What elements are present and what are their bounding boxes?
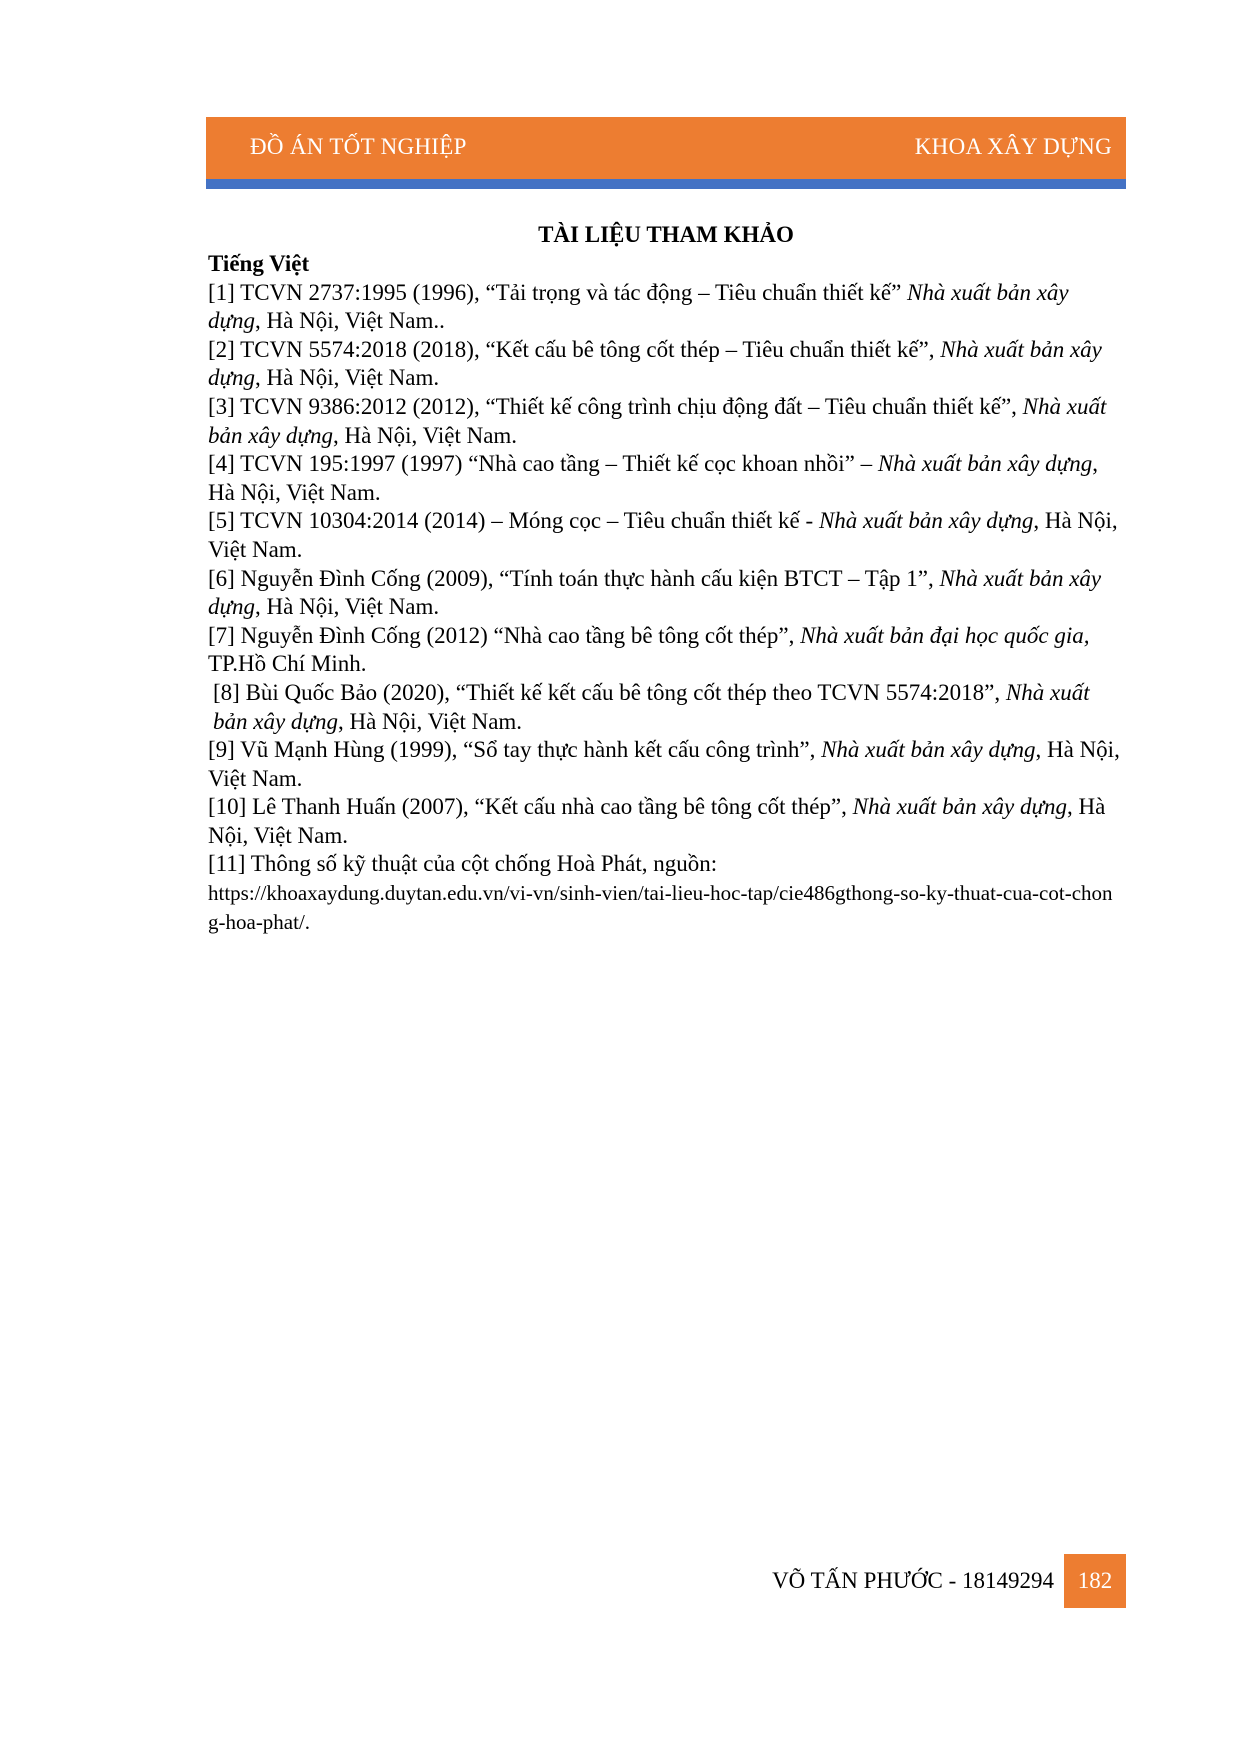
reference-item-6: [6] Nguyễn Đình Cống (2009), “Tính toán thực hành cấu kiện BTCT – Tập 1”, Nhà xuất bản xây dựng, Hà Nội, Việt Nam.: [208, 565, 1102, 620]
reference-list: [208, 250, 1123, 936]
header-left-title: ĐỒ ÁN TỐT NGHIỆP: [250, 134, 467, 159]
reference-url-link[interactable]: https://khoaxaydung.duytan.edu.vn/vi-vn/sinh-vien/tai-lieu-hoc-tap/cie486gthong-so-ky-thuat-cua-cot-chong-hoa-phat/.: [208, 881, 1113, 934]
reference-item-3: [3] TCVN 9386:2012 (2012), “Thiết kế công trình chịu động đất – Tiêu chuẩn thiết kế”, Nhà xuất bản xây dựng, Hà Nội, Việt Nam.: [208, 393, 1107, 448]
reference-item-7: [7] Nguyễn Đình Cống (2012) “Nhà cao tầng bê tông cốt thép”, Nhà xuất bản đại học quốc gia, TP.Hồ Chí Minh.: [208, 622, 1090, 677]
reference-item-4: [4] TCVN 195:1997 (1997) “Nhà cao tầng – Thiết kế cọc khoan nhồi” – Nhà xuất bản xây dựng, Hà Nội, Việt Nam.: [208, 451, 1098, 505]
reference-item-1: [1] TCVN 2737:1995 (1996), “Tải trọng và tác động – Tiêu chuẩn thiết kế” Nhà xuất bản xây dựng, Hà Nội, Việt Nam..: [208, 279, 1069, 334]
header-stripe: [206, 179, 1126, 189]
reference-item-10: [10] Lê Thanh Huấn (2007), “Kết cấu nhà cao tầng bê tông cốt thép”, Nhà xuất bản xây dựng, Hà Nội, Việt Nam.: [208, 794, 1106, 848]
footer-author: VÕ TẤN PHƯỚC - 18149294: [772, 1568, 1054, 1593]
reference-item-8: [8] Bùi Quốc Bảo (2020), “Thiết kế kết cấu bê tông cốt thép theo TCVN 5574:2018”, Nhà xuất bản xây dựng, Hà Nội, Việt Nam.: [213, 679, 1090, 734]
page-header: [206, 117, 1126, 189]
page-title: TÀI LIỆU THAM KHẢO: [538, 222, 794, 247]
page-number-badge: [1064, 1554, 1126, 1608]
reference-item-11: [11] Thông số kỹ thuật của cột chống Hoà Phát, nguồn: https://khoaxaydung.duytan.edu.vn/vi-vn/sinh-vien/tai-lieu-hoc-tap/cie486gthong-so-ky-thuat-cua-cot-chong-hoa-phat/.: [208, 851, 1113, 934]
reference-item-9: [9] Vũ Mạnh Hùng (1999), “Sổ tay thực hành kết cấu công trình”, Nhà xuất bản xây dựng, Hà Nội, Việt Nam.: [208, 737, 1120, 791]
page-number: 182: [1077, 1568, 1113, 1593]
header-right-title: KHOA XÂY DỰNG: [914, 134, 1112, 159]
section-subheading: Tiếng Việt: [208, 251, 310, 276]
page-footer: [600, 1554, 1126, 1608]
reference-item-2: [2] TCVN 5574:2018 (2018), “Kết cấu bê tông cốt thép – Tiêu chuẩn thiết kế”, Nhà xuất bản xây dựng, Hà Nội, Việt Nam.: [208, 336, 1102, 391]
reference-item-5: [5] TCVN 10304:2014 (2014) – Móng cọc – Tiêu chuẩn thiết kế - Nhà xuất bản xây dựng, Hà Nội, Việt Nam.: [208, 508, 1118, 562]
